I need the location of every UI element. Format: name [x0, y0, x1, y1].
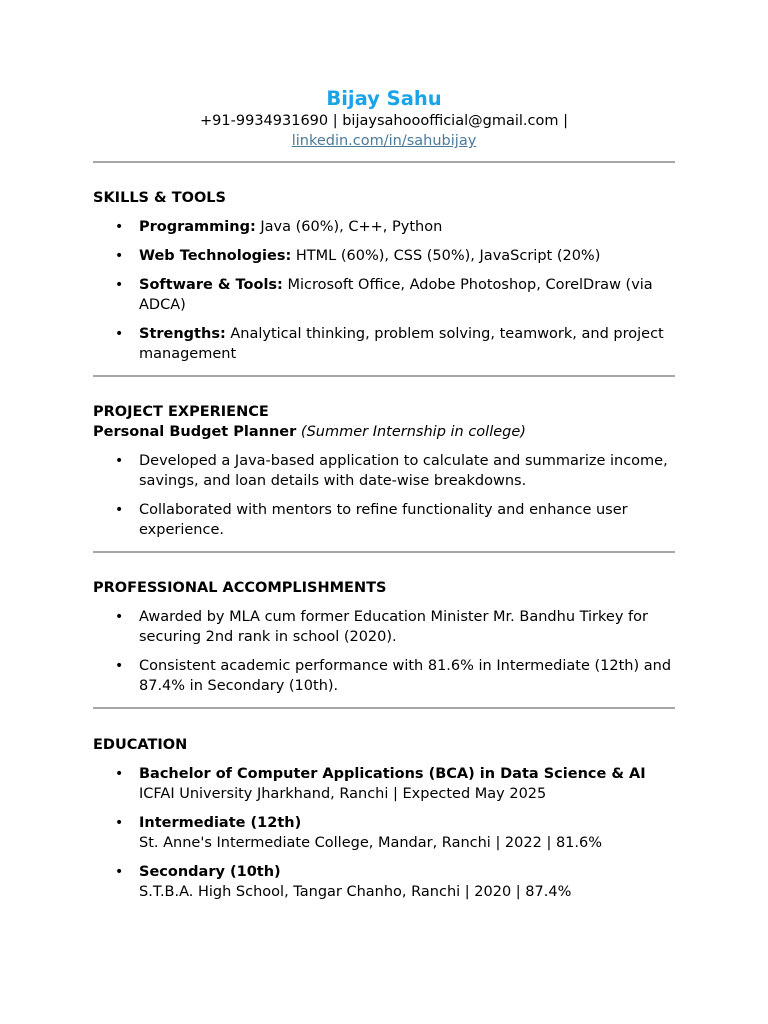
- skills-title: SKILLS & TOOLS: [93, 190, 226, 206]
- accomplishments-title: PROFESSIONAL ACCOMPLISHMENTS: [93, 580, 387, 596]
- list-item: [93, 451, 675, 491]
- education-section: [93, 735, 675, 902]
- list-item: [93, 275, 675, 315]
- list-item: [93, 764, 675, 804]
- section-divider: [93, 161, 675, 163]
- bullet-icon: •: [115, 219, 124, 235]
- project-note: (Summer Internship in college): [300, 424, 526, 440]
- project-detail: Developed a Java-based application to calculate and summarize income, savings, and loan details with date-wise breakdowns.: [139, 453, 668, 489]
- bullet-icon: •: [115, 766, 124, 782]
- education-detail: St. Anne's Intermediate College, Mandar, Ranchi | 2022 | 81.6%: [139, 835, 603, 851]
- skill-label: Strengths:: [139, 326, 226, 342]
- bullet-icon: •: [115, 815, 124, 831]
- education-detail: ICFAI University Jharkhand, Ranchi | Expected May 2025: [139, 786, 547, 802]
- contact-line: +91-9934931690 | bijaysahooofficial@gmail.com |: [200, 113, 568, 129]
- projects-section: [93, 402, 675, 540]
- skills-section: [93, 188, 675, 364]
- education-degree: Secondary (10th): [139, 864, 281, 880]
- projects-title: PROJECT EXPERIENCE: [93, 404, 269, 420]
- bullet-icon: •: [115, 326, 124, 342]
- project-name: Personal Budget Planner: [93, 424, 297, 440]
- section-divider: [93, 707, 675, 709]
- section-divider: [93, 551, 675, 553]
- bullet-icon: •: [115, 609, 124, 625]
- education-list: [93, 764, 675, 902]
- skill-text: Analytical thinking, problem solving, teamwork, and project management: [139, 326, 664, 362]
- list-item: [93, 656, 675, 696]
- project-heading: [93, 422, 675, 442]
- list-item: [93, 246, 675, 266]
- skill-label: Software & Tools:: [139, 277, 283, 293]
- list-item: [93, 862, 675, 902]
- projects-list: [93, 451, 675, 540]
- section-divider: [93, 375, 675, 377]
- bullet-icon: •: [115, 453, 124, 469]
- accomplishments-section: [93, 578, 675, 696]
- linkedin-link[interactable]: linkedin.com/in/sahubijay: [291, 133, 477, 149]
- list-item: [93, 813, 675, 853]
- project-detail: Collaborated with mentors to refine functionality and enhance user experience.: [139, 502, 628, 538]
- bullet-icon: •: [115, 277, 124, 293]
- skill-label: Programming:: [139, 219, 256, 235]
- bullet-icon: •: [115, 248, 124, 264]
- education-degree: Intermediate (12th): [139, 815, 302, 831]
- bullet-icon: •: [115, 502, 124, 518]
- bullet-icon: •: [115, 658, 124, 674]
- education-detail: S.T.B.A. High School, Tangar Chanho, Ranchi | 2020 | 87.4%: [139, 884, 572, 900]
- candidate-name: Bijay Sahu: [326, 87, 442, 110]
- accomplishment-text: Consistent academic performance with 81.6% in Intermediate (12th) and 87.4% in Secondary (10th).: [139, 658, 672, 694]
- skill-label: Web Technologies:: [139, 248, 292, 264]
- education-degree: Bachelor of Computer Applications (BCA) in Data Science & AI: [139, 766, 646, 782]
- resume-header: [93, 87, 675, 151]
- list-item: [93, 324, 675, 364]
- accomplishment-text: Awarded by MLA cum former Education Minister Mr. Bandhu Tirkey for securing 2nd rank in school (2020).: [139, 609, 648, 645]
- skill-text: HTML (60%), CSS (50%), JavaScript (20%): [291, 248, 601, 264]
- accomplishments-list: [93, 607, 675, 696]
- skills-list: [93, 217, 675, 364]
- skill-text: Microsoft Office, Adobe Photoshop, CorelDraw (via ADCA): [139, 277, 653, 313]
- bullet-icon: •: [115, 864, 124, 880]
- skill-text: Java (60%), C++, Python: [255, 219, 443, 235]
- education-title: EDUCATION: [93, 737, 188, 753]
- list-item: [93, 607, 675, 647]
- list-item: [93, 217, 675, 237]
- list-item: [93, 500, 675, 540]
